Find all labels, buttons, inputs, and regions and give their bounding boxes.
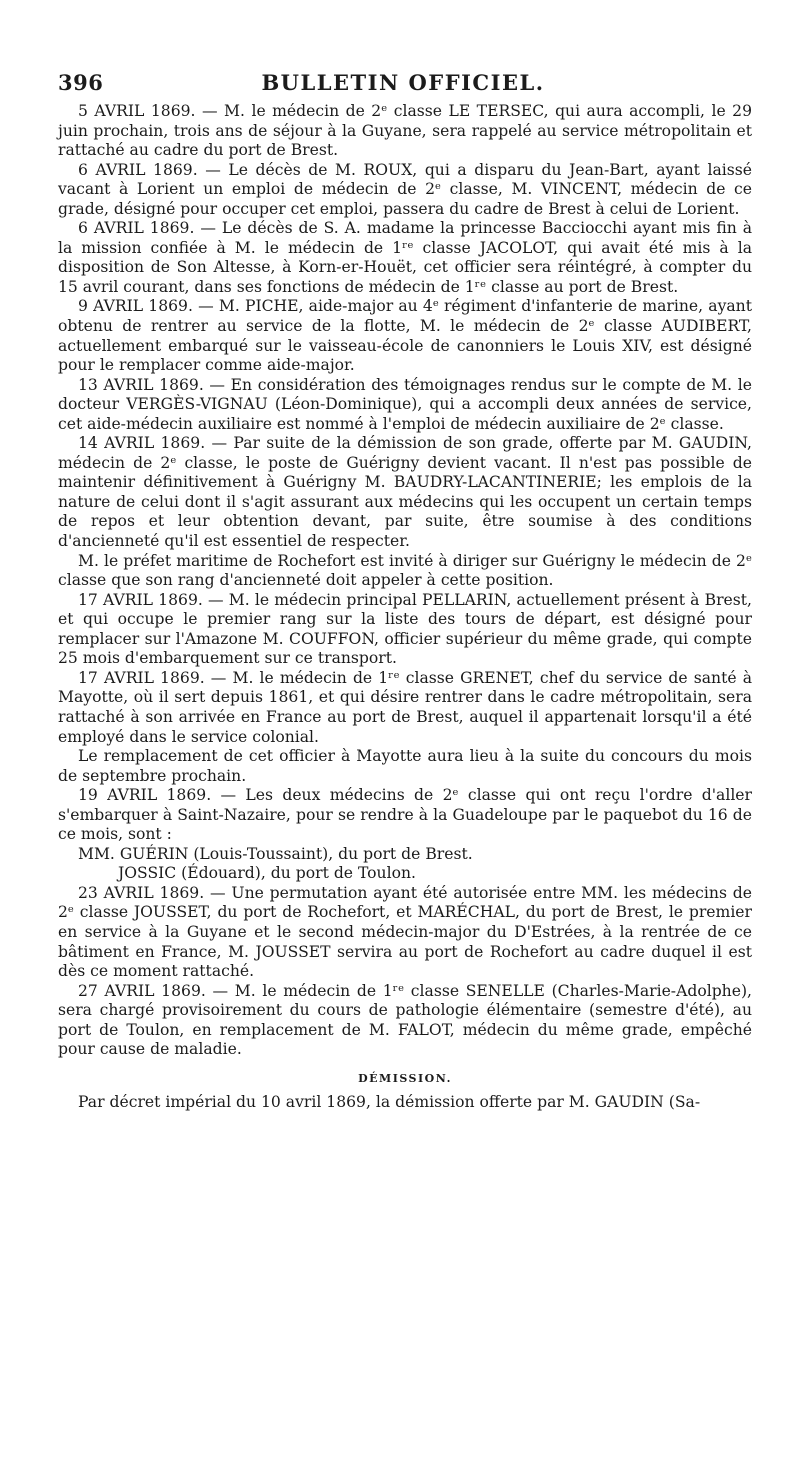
page-title: BULLETIN OFFICIEL. xyxy=(261,70,545,95)
entry-paragraph: 17 AVRIL 1869. — M. le médecin principal PELLARIN, actuellement présent à Brest, et qui occupe le premier rang sur la liste des tours de départ, est désigné pour remplacer sur l'Amazone M. COUFFON, officier supérieur du même grade, qui compte 25 mois d'embarquement sur ce transport. xyxy=(58,590,752,668)
section-heading: DÉMISSION. xyxy=(358,1071,452,1085)
entry-paragraph: 19 AVRIL 1869. — Les deux médecins de 2ᵉ classe qui ont reçu l'ordre d'aller s'embarquer à Saint-Nazaire, pour se rendre à la Guadeloupe par le paquebot du 16 de ce mois, sont : xyxy=(58,786,752,844)
entry-paragraph: 17 AVRIL 1869. — M. le médecin de 1ʳᵉ classe GRENET, chef du service de santé à Mayotte, où il sert depuis 1861, et qui désire rentrer dans le cadre métropolitain, sera rattaché à son arrivée en France au port de Brest, auquel il appartenait lorsqu'il a été employé dans le service colonial. xyxy=(58,668,752,746)
entry-paragraph: 9 AVRIL 1869. — M. PICHE, aide-major au 4ᵉ régiment d'infanterie de marine, ayant obtenu de rentrer au service de la flotte, M. le médecin de 2ᵉ classe AUDIBERT, actuellement embarqué sur le vaisseau-école de canonniers le Louis XIV, est désigné pour le remplacer comme aide-major. xyxy=(58,297,752,375)
name-list-item: JOSSIC (Édouard), du port de Toulon. xyxy=(118,864,416,883)
entry-paragraph: Le remplacement de cet officier à Mayotte aura lieu à la suite du concours du mois de septembre prochain. xyxy=(58,747,752,785)
entry-paragraph: 23 AVRIL 1869. — Une permutation ayant été autorisée entre MM. les médecins de 2ᵉ classe JOUSSET, du port de Rochefort, et MARÉCHAL, du port de Brest, le premier en service à la Guyane et le second médecin-major du D'Estrées, à la rentrée de ce bâtiment en France, M. JOUSSET servira au port de Rochefort au cadre duquel il est dès ce moment rattaché. xyxy=(58,883,752,981)
final-paragraph: Par décret impérial du 10 avril 1869, la démission offerte par M. GAUDIN (Sa- xyxy=(78,1092,701,1111)
running-header xyxy=(58,70,748,100)
entry-paragraph: 27 AVRIL 1869. — M. le médecin de 1ʳᵉ classe SENELLE (Charles-Marie-Adolphe), sera chargé provisoirement du cours de pathologie élémentaire (semestre d'été), au port de Toulon, en remplacement de M. FALOT, médecin du même grade, empêché pour cause de maladie. xyxy=(58,981,752,1059)
document-body xyxy=(58,102,752,1112)
entry-paragraph: 14 AVRIL 1869. — Par suite de la démission de son grade, offerte par M. GAUDIN, médecin de 2ᵉ classe, le poste de Guérigny devient vacant. Il n'est pas possible de maintenir définitivement à Guérigny M. BAUDRY-LACANTINERIE; les emplois de la nature de celui dont il s'agit assurant aux médecins qui les occupent un certain temps de repos et leur obtention devant, par suite, être soumise à des conditions d'ancienneté qu'il est essentiel de respecter. xyxy=(58,434,752,551)
name-list-item: MM. GUÉRIN (Louis-Toussaint), du port de Brest. xyxy=(78,844,473,863)
entry-paragraph: 6 AVRIL 1869. — Le décès de S. A. madame la princesse Bacciocchi ayant mis fin à la mission confiée à M. le médecin de 1ʳᵉ classe JACOLOT, qui avait été mis à la disposition de Son Altesse, à Korn-er-Houët, cet officier sera réintégré, à compter du 15 avril courant, dans ses fonctions de médecin de 1ʳᵉ classe au port de Brest. xyxy=(58,219,752,296)
entry-paragraph: M. le préfet maritime de Rochefort est invité à diriger sur Guérigny le médecin de 2ᵉ classe que son rang d'ancienneté doit appeler à cette position. xyxy=(58,551,752,590)
entry-paragraph: 5 AVRIL 1869. — M. le médecin de 2ᵉ classe LE TERSEC, qui aura accompli, le 29 juin prochain, trois ans de séjour à la Guyane, sera rappelé au service métropolitain et rattaché au cadre du port de Brest. xyxy=(58,102,752,160)
entry-paragraph: 13 AVRIL 1869. — En considération des témoignages rendus sur le compte de M. le docteur VERGÈS-VIGNAU (Léon-Dominique), qui a accompli deux années de service, cet aide-médecin auxiliaire est nommé à l'emploi de médecin auxiliaire de 2ᵉ classe. xyxy=(58,375,752,433)
page-number: 396 xyxy=(58,70,104,95)
entry-paragraph: 6 AVRIL 1869. — Le décès de M. ROUX, qui a disparu du Jean-Bart, ayant laissé vacant à Lorient un emploi de médecin de 2ᵉ classe, M. VINCENT, médecin de ce grade, désigné pour occuper cet emploi, passera du cadre de Brest à celui de Lorient. xyxy=(58,160,752,218)
